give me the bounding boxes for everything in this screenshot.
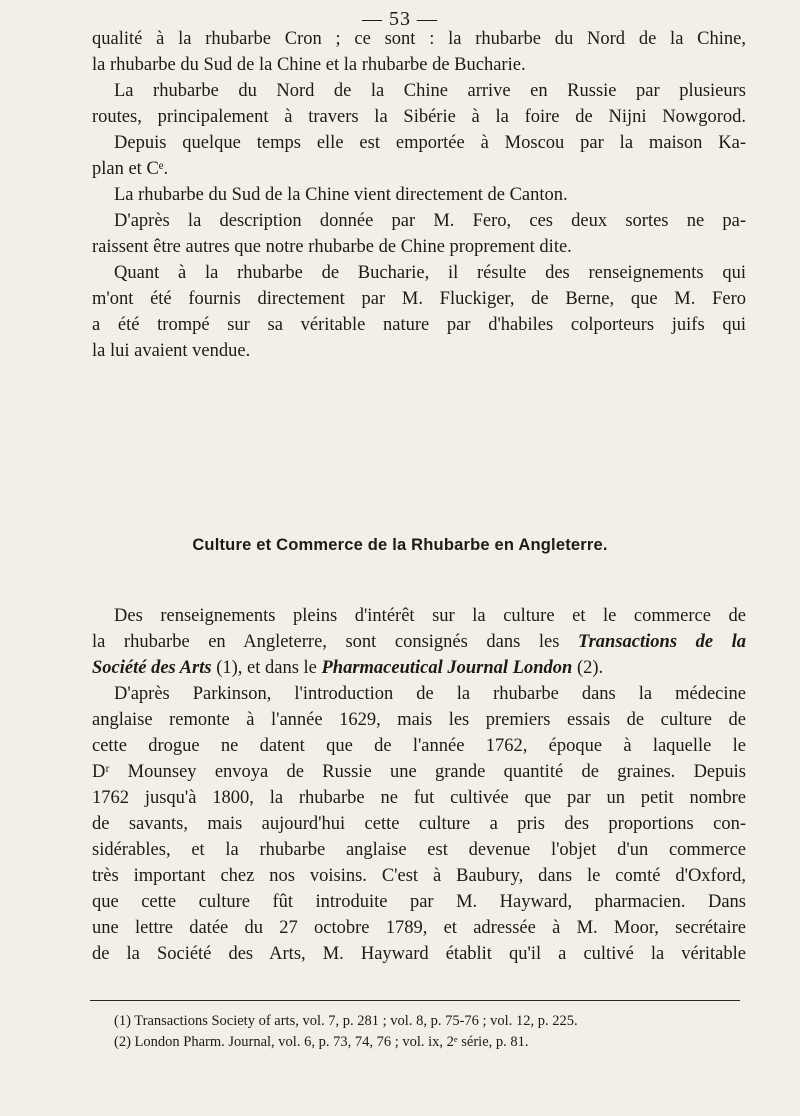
italic-title: Société des Arts: [92, 658, 212, 678]
text-line: 1762 jusqu'à 1800, la rhubarbe ne fut cultivée que par un petit nombre: [92, 788, 746, 808]
text-line: anglaise remonte à l'année 1629, mais les premiers essais de culture de: [92, 710, 746, 730]
text-span: (1), et dans le: [211, 658, 322, 678]
text-line: Depuis quelque temps elle est emportée à Moscou par la maison Ka-: [114, 133, 746, 153]
text-line: m'ont été fournis directement par M. Fluckiger, de Berne, que M. Fero: [92, 289, 746, 309]
text-line: D'après la description donnée par M. Fero, ces deux sortes ne pa-: [114, 211, 746, 231]
section-heading: Culture et Commerce de la Rhubarbe en Angleterre.: [192, 536, 608, 554]
text-line: sidérables, et la rhubarbe anglaise est devenue l'objet d'un commerce: [92, 840, 746, 860]
text-line: [92, 655, 746, 681]
page-number: — 53 —: [362, 8, 438, 30]
footnote-2: (2) London Pharm. Journal, vol. 6, p. 73, 74, 76 ; vol. ix, 2ᵉ série, p. 81.: [114, 1034, 529, 1050]
text-line: la lui avaient vendue.: [92, 341, 251, 361]
text-line: Quant à la rhubarbe de Bucharie, il résulte des renseignements qui: [114, 263, 746, 283]
text-line: Des renseignements pleins d'intérêt sur la culture et le commerce de: [114, 606, 746, 626]
text-span: (2).: [572, 658, 604, 678]
text-line: que cette culture fût introduite par M. Hayward, pharmacien. Dans: [92, 892, 746, 912]
text-line: D'après Parkinson, l'introduction de la rhubarbe dans la médecine: [114, 684, 746, 704]
footnote-divider: [90, 1000, 740, 1001]
text-line: La rhubarbe du Sud de la Chine vient directement de Canton.: [114, 185, 568, 205]
text-line: routes, principalement à travers la Sibérie à la foire de Nijni Nowgorod.: [92, 107, 746, 127]
italic-title: Transactions de la: [577, 632, 746, 652]
text-line: plan et Cᵉ.: [92, 159, 169, 179]
footnote-1: (1) Transactions Society of arts, vol. 7, p. 281 ; vol. 8, p. 75-76 ; vol. 12, p. 225.: [114, 1013, 578, 1029]
footnotes: [114, 1011, 744, 1053]
text-line: a été trompé sur sa véritable nature par d'habiles colporteurs juifs qui: [92, 315, 746, 335]
text-line: La rhubarbe du Nord de la Chine arrive en Russie par plusieurs: [114, 81, 746, 101]
text-line: raissent être autres que notre rhubarbe de Chine proprement dite.: [92, 237, 572, 257]
paragraph-block-2: [92, 603, 746, 967]
paragraph-block-1: [92, 26, 746, 364]
text-line: de la Société des Arts, M. Hayward établit qu'il a cultivé la véritable: [92, 944, 746, 964]
text-line: très important chez nos voisins. C'est à Baubury, dans le comté d'Oxford,: [92, 866, 746, 886]
text-line: [92, 629, 746, 655]
text-line: Dʳ Mounsey envoya de Russie une grande quantité de graines. Depuis: [92, 762, 746, 782]
text-line: cette drogue ne datent que de l'année 1762, époque à laquelle le: [92, 736, 746, 756]
italic-title: Pharmaceutical Journal London: [321, 658, 573, 678]
text-line: une lettre datée du 27 octobre 1789, et adressée à M. Moor, secrétaire: [92, 918, 746, 938]
text-line: la rhubarbe du Sud de la Chine et la rhubarbe de Bucharie.: [92, 55, 526, 75]
text-span: la rhubarbe en Angleterre, sont consignés dans les: [92, 632, 560, 652]
text-line: qualité à la rhubarbe Cron ; ce sont : la rhubarbe du Nord de la Chine,: [92, 29, 746, 49]
text-line: de savants, mais aujourd'hui cette culture a pris des proportions con-: [92, 814, 746, 834]
